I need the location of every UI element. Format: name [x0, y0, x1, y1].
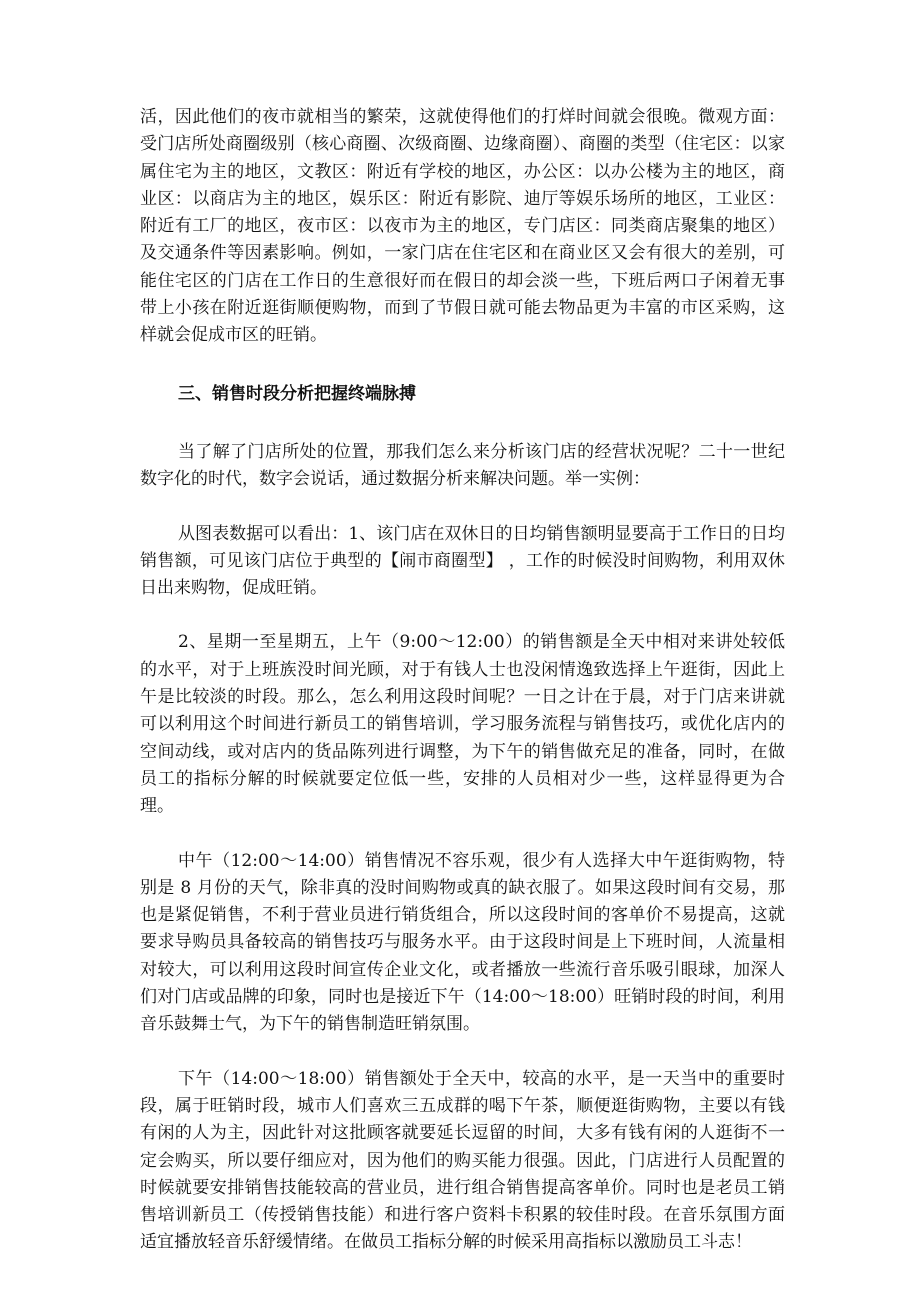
- paragraph-intro: 当了解了门店所处的位置，那我们怎么来分析该门店的经营状况呢？二十一世纪数字化的时代，数字会说话，通过数据分析来解决问题。举一实例：: [140, 441, 785, 490]
- paragraph-spacer: [140, 1039, 785, 1066]
- document-page: [140, 104, 785, 1257]
- paragraph-spacer: [140, 821, 785, 848]
- paragraph-spacer: [140, 408, 785, 439]
- section-heading: 三、销售时段分析把握终端脉搏: [178, 383, 416, 404]
- paragraph-continuation: 活，因此他们的夜市就相当的繁荣，这就使得他们的打烊时间就会很晚。微观方面：受门店所处商圈级别（核心商圈、次级商圈、边缘商圈）、商圈的类型（住宅区：以家属住宅为主的地区，文教区：附近有学校的地区，办公区：以办公楼为主的地区，商业区：以商店为主的地区，娱乐区：附近有影院、迪厅等娱乐场所的地区，工业区：附近有工厂的地区，夜市区：以夜市为主的地区，专门店区：同类商店聚集的地区）及交通条件等因素影响。例如，一家门店在住宅区和在商业区又会有很大的差别，可能住宅区的门店在工作日的生意很好而在假日的却会淡一些，下班后两口子闲着无事带上小孩在附近逛街顺便购物，而到了节假日就可能去物品更为丰富的市区采购，这样就会促成市区的旺销。: [140, 107, 785, 346]
- paragraph-spacer: [140, 602, 785, 629]
- paragraph-spacer: [140, 494, 785, 521]
- paragraph-weekend-analysis: 从图表数据可以看出：1、该门店在双休日的日均销售额明显要高于工作日的日均销售额，可见该门店位于典型的【闹市商圈型】 ，工作的时候没时间购物，利用双休日出来购物，促成旺销。: [140, 523, 785, 599]
- paragraph-afternoon-analysis: 下午（14:00～18:00）销售额处于全天中，较高的水平，是一天当中的重要时段，属于旺销时段，城市人们喜欢三五成群的喝下午茶，顺便逛街购物，主要以有钱有闲的人为主，因此针对这批顾客就要延长逗留的时间，大多有钱有闲的人逛街不一定会购买，所以要仔细应对，因为他们的购买能力很强。因此，门店进行人员配置的时候就要安排销售技能较高的营业员，进行组合销售提高客单价。同时也是老员工销售培训新员工（传授销售技能）和进行客户资料卡积累的较佳时段。在音乐氛围方面适宜播放轻音乐舒缓情绪。在做员工指标分解的时候采用高指标以激励员工斗志！: [140, 1068, 785, 1253]
- paragraph-spacer: [140, 350, 785, 381]
- paragraph-noon-analysis: 中午（12:00～14:00）销售情况不容乐观，很少有人选择大中午逛街购物，特别是 8 月份的天气，除非真的没时间购物或真的缺衣服了。如果这段时间有交易，那也是紧促销售，不利于营业员进行销货组合，所以这段时间的客单价不易提高，这就要求导购员具备较高的销售技巧与服务水平。由于这段时间是上下班时间，人流量相对较大，可以利用这段时间宣传企业文化，或者播放一些流行音乐吸引眼球，加深人们对门店或品牌的印象，同时也是接近下午（14:00～18:00）旺销时段的时间，利用音乐鼓舞士气，为下午的销售制造旺销氛围。: [140, 850, 785, 1035]
- paragraph-morning-analysis: 2、星期一至星期五，上午（9:00～12:00）的销售额是全天中相对来讲处较低的水平，对于上班族没时间光顾，对于有钱人士也没闲情逸致选择上午逛街，因此上午是比较淡的时段。那么，怎么利用这段时间呢？一日之计在于晨，对于门店来讲就可以利用这个时间进行新员工的销售培训，学习服务流程与销售技巧，或优化店内的空间动线，或对店内的货品陈列进行调整，为下午的销售做充足的准备，同时，在做员工的指标分解的时候就要定位低一些，安排的人员相对少一些，这样显得更为合理。: [140, 632, 785, 817]
